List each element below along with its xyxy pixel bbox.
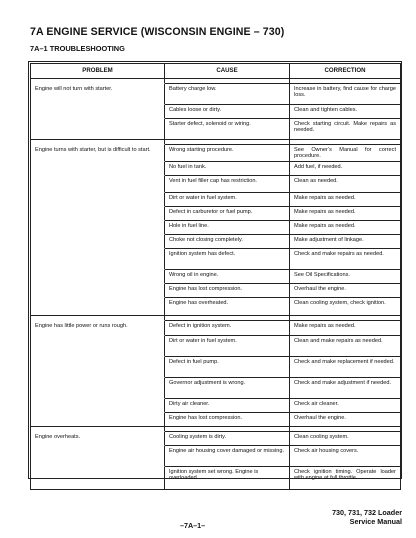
cause-cell: Engine has overheated. — [165, 298, 290, 316]
correction-cell: Clean and tighten cables. — [290, 105, 401, 119]
problem-cell — [31, 162, 165, 176]
problem-cell — [31, 221, 165, 235]
table-row — [31, 378, 401, 399]
problem-cell — [31, 207, 165, 221]
cause-cell: Wrong oil in engine. — [165, 270, 290, 284]
problem-cell — [31, 193, 165, 207]
cause-cell: Vent in fuel filler cap has restriction. — [165, 176, 290, 193]
problem-cell — [31, 467, 165, 490]
cause-cell: Wrong starting procedure. — [165, 145, 290, 162]
correction-cell: Check starting circuit. Make repairs as needed. — [290, 119, 401, 140]
cause-cell: Hole in fuel line. — [165, 221, 290, 235]
table-row — [31, 298, 401, 316]
table-row — [31, 84, 401, 105]
cause-cell: Ignition system set wrong. Engine is overloaded. — [165, 467, 290, 490]
correction-cell: Overhaul the engine. — [290, 413, 401, 427]
correction-cell: Check air cleaner. — [290, 399, 401, 413]
cause-cell: Governor adjustment is wrong. — [165, 378, 290, 399]
problem-cell — [31, 235, 165, 249]
table-row — [31, 176, 401, 193]
problem-cell — [31, 357, 165, 378]
manual-title-line2: Service Manual — [349, 516, 402, 526]
cause-cell: Cables loose or dirty. — [165, 105, 290, 119]
table-row — [31, 249, 401, 270]
problem-cell — [31, 321, 165, 336]
correction-cell: Increase in battery, find cause for charge loss. — [290, 84, 401, 105]
correction-cell: Overhaul the engine. — [290, 284, 401, 298]
column-header-correction: CORRECTION — [290, 64, 401, 79]
cause-cell: Battery charge low. — [165, 84, 290, 105]
problem-cell — [31, 119, 165, 140]
correction-cell: Clean and make repairs as needed. — [290, 336, 401, 357]
problem-cell — [31, 413, 165, 427]
correction-cell: Make repairs as needed. — [290, 193, 401, 207]
problem-cell — [31, 284, 165, 298]
table-row — [31, 105, 401, 119]
correction-cell: See Owner’s Manual for correct procedure. — [290, 145, 401, 162]
correction-cell: Add fuel, if needed. — [290, 162, 401, 176]
correction-cell: Check air housing covers. — [290, 446, 401, 467]
correction-cell: Clean as needed. — [290, 176, 401, 193]
cause-cell: Cooling system is dirty. — [165, 432, 290, 446]
correction-cell: Make repairs as needed. — [290, 207, 401, 221]
cause-cell: No fuel in tank. — [165, 162, 290, 176]
column-header-problem: PROBLEM — [31, 64, 165, 79]
manual-title — [332, 509, 402, 526]
table-row — [31, 432, 401, 446]
problem-cell — [31, 145, 165, 162]
cause-cell: Defect in fuel pump. — [165, 357, 290, 378]
correction-cell: Check and make repairs as needed. — [290, 249, 401, 270]
table-body — [31, 79, 401, 490]
table-row — [31, 321, 401, 336]
troubleshooting-table — [30, 63, 401, 490]
section-subtitle: 7A–1 TROUBLESHOOTING — [30, 44, 125, 53]
problem-cell — [31, 84, 165, 105]
problem-cell — [31, 270, 165, 284]
cause-cell: Ignition system has defect. — [165, 249, 290, 270]
correction-cell: See Oil Specifications. — [290, 270, 401, 284]
correction-cell: Check and make adjustment if needed. — [290, 378, 401, 399]
problem-cell — [31, 399, 165, 413]
problem-cell — [31, 298, 165, 316]
correction-cell: Make adjustment of linkage. — [290, 235, 401, 249]
table-row — [31, 446, 401, 467]
cause-cell: Engine has lost compression. — [165, 413, 290, 427]
table-row — [31, 235, 401, 249]
problem-cell — [31, 378, 165, 399]
problem-cell — [31, 432, 165, 446]
cause-cell: Dirt or water in fuel system. — [165, 336, 290, 357]
correction-cell: Check and make replacement if needed. — [290, 357, 401, 378]
cause-cell: Defect in ignition system. — [165, 321, 290, 336]
problem-text: Engine has little power or runs rough. — [35, 323, 128, 329]
table-row — [31, 270, 401, 284]
correction-cell: Make repairs as needed. — [290, 321, 401, 336]
problem-cell — [31, 336, 165, 357]
table-row — [31, 221, 401, 235]
table-row — [31, 467, 401, 490]
correction-cell: Check ignition timing. Operate loader with engine at full throttle. — [290, 467, 401, 490]
problem-cell — [31, 249, 165, 270]
correction-cell: Clean cooling system. — [290, 432, 401, 446]
column-header-cause: CAUSE — [165, 64, 290, 79]
table-row — [31, 399, 401, 413]
cause-cell: Choke not closing completely. — [165, 235, 290, 249]
problem-text: Engine will not turn with starter. — [35, 86, 113, 92]
problem-cell — [31, 176, 165, 193]
cause-cell: Dirty air cleaner. — [165, 399, 290, 413]
cause-cell: Engine air housing cover damaged or missing. — [165, 446, 290, 467]
table-row — [31, 119, 401, 140]
table-row — [31, 193, 401, 207]
page-number: –7A–1– — [180, 521, 206, 530]
page-title: 7A ENGINE SERVICE (WISCONSIN ENGINE – 730) — [30, 26, 285, 38]
table-row — [31, 284, 401, 298]
cause-cell: Dirt or water in fuel system. — [165, 193, 290, 207]
problem-cell — [31, 105, 165, 119]
table-row — [31, 336, 401, 357]
table-header-row — [31, 64, 401, 79]
cause-cell: Defect in carburetor or fuel pump. — [165, 207, 290, 221]
table-row — [31, 357, 401, 378]
problem-cell — [31, 446, 165, 467]
correction-cell: Clean cooling system, check ignition. — [290, 298, 401, 316]
cause-cell: Starter defect, solenoid or wiring. — [165, 119, 290, 140]
correction-cell: Make repairs as needed. — [290, 221, 401, 235]
table-row — [31, 162, 401, 176]
table-row — [31, 145, 401, 162]
table-row — [31, 207, 401, 221]
table-row — [31, 413, 401, 427]
cause-cell: Engine has lost compression. — [165, 284, 290, 298]
manual-title-line1: 730, 731, 732 Loader — [332, 508, 402, 517]
problem-text: Engine turns with starter, but is difficult to start. — [35, 147, 151, 153]
problem-text: Engine overheats. — [35, 434, 81, 440]
